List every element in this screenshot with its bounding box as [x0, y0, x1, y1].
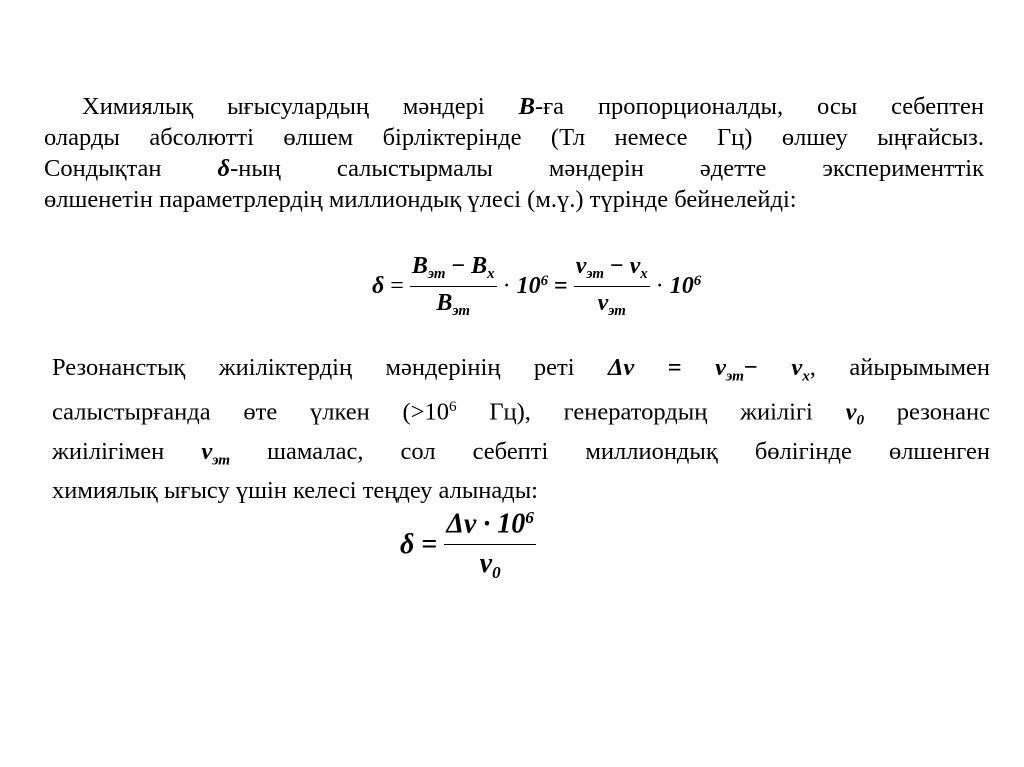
fraction-field: $\frac{B_{эт} - B_x}{B_{эт}}$ — [411, 253, 495, 320]
symbol-delta: δ — [217, 155, 231, 182]
paragraph-resonance-line-1: Резонанстық жиіліктердің мәндерінің реті $\Delta\nu = \nu_{эт}- \nu_x$, айырымымен — [52, 354, 990, 385]
paragraph-intro-line-3: Сондықтан δ-ның салыстырмалы мәндерін әдетте эксперименттік — [44, 155, 984, 182]
formula-delta-frequency: δ = $\frac{\Delta\nu \cdot 10^6}{\nu_0}$ — [400, 508, 534, 582]
paragraph-intro-line-1: Химиялық ығысулардың мәндері B-ға пропорционалды, осы себептен — [82, 93, 984, 120]
symbol-b: B — [518, 93, 535, 120]
paragraph-resonance-line-3: жиілігімен $\nu_{эт}$ шамалас, сол себепті миллиондық бөлігінде өлшенген — [52, 437, 990, 469]
fraction-frequency: $\frac{\nu_{эт} - \nu_x}{\nu_{эт}}$ — [575, 253, 648, 320]
paragraph-resonance-line-4: химиялық ығысу үшін келесі теңдеу алынады: — [52, 477, 538, 505]
paragraph-intro — [44, 91, 984, 215]
paragraph-intro-line-4: өлшенетін параметрлердің миллиондық үлесі (м.ү.) түрінде бейнелейді: — [44, 186, 797, 213]
paragraph-resonance — [52, 352, 990, 506]
paragraph-intro-line-2: оларды абсолютті өлшем бірліктерінде (Тл немесе Гц) өлшеу ыңғайсыз. — [44, 124, 984, 151]
paragraph-resonance-line-2: салыстырғанда өте үлкен ($>10^6$ Гц), генератордың жиілігі $\nu_0$ резонанс — [52, 398, 990, 429]
fraction-delta-nu: $\frac{\Delta\nu \cdot 10^6}{\nu_0}$ — [446, 508, 534, 582]
formula-delta-definition: δ = $\frac{B_{эт} - B_x}{B_{эт}}$ · $10^6$ = $\frac{\nu_{эт} - \nu_x}{\nu_{эт}}$ · $10^6$ — [372, 253, 702, 320]
